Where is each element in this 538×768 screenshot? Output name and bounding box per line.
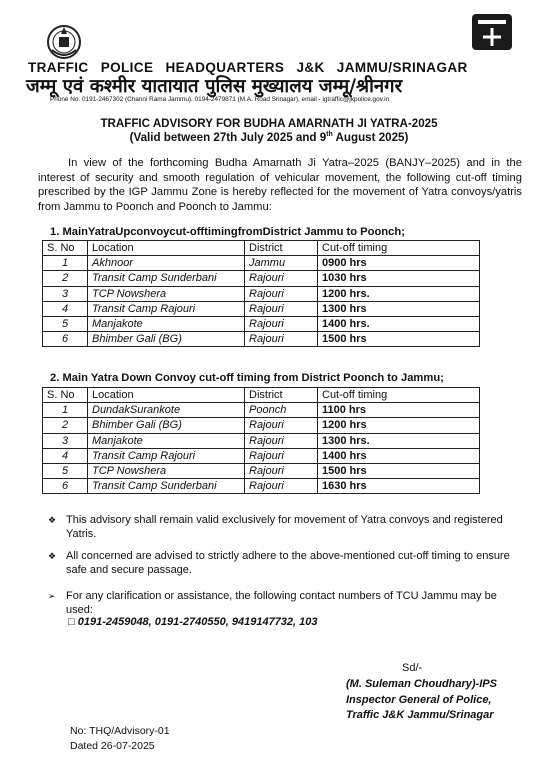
note-adherence: ❖ All concerned are advised to strictly adhere to the above-mentioned cut-off timing to ensure safe and secure passage. — [48, 550, 510, 577]
col-cutoff: Cut-off timing — [318, 241, 480, 256]
col-district: District — [245, 241, 318, 256]
signatory-office: Traffic J&K Jammu/Srinagar — [346, 709, 494, 721]
intro-paragraph: In view of the forthcoming Budha Amarnath Ji Yatra–2025 (BANJY–2025) and in the interest of security and smooth regulation of vehicular movement, the following cut-off timing prescribed by the IGP Jammu Zone is hereby reflected for the movement of Yatra convoys/yatris from Jammu to Poonch and Poonch to Jammu: — [38, 157, 522, 213]
advisory-title: TRAFFIC ADVISORY FOR BUDHA AMARNATH JI YATRA-2025 — [100, 117, 438, 130]
col-cutoff: Cut-off timing — [318, 388, 480, 403]
signature-sd: Sd/- — [402, 662, 423, 674]
contact-line: Phone No. 0191-2467302 (Channi Rama Jammu), 0194-2479871 (M.A. Road Srinagar), email - igtraffic@jkpolice.gov.in — [50, 96, 390, 103]
reference-date: Dated 26-07-2025 — [70, 740, 155, 752]
table-row: 5 Manjakote Rajouri 1400 hrs. — [43, 316, 480, 331]
table-row: 4 Transit Camp Rajouri Rajouri 1300 hrs — [43, 301, 480, 316]
police-emblem-icon — [44, 22, 84, 62]
note-validity: ❖ This advisory shall remain valid exclusively for movement of Yatra convoys and registered Yatris. — [48, 514, 503, 541]
col-location: Location — [88, 388, 245, 403]
diamond-bullet-icon: ❖ — [48, 515, 57, 525]
validity-period: (Valid between 27th July 2025 and 9th August 2025) — [129, 131, 409, 144]
signatory-name: (M. Suleman Choudhary)-IPS — [346, 678, 497, 690]
table-row: 6 Transit Camp Sunderbani Rajouri 1630 hrs — [43, 479, 480, 494]
traffic-police-badge-icon — [466, 12, 518, 52]
table-row: 4 Transit Camp Rajouri Rajouri 1400 hrs — [43, 448, 480, 463]
diamond-bullet-icon: ❖ — [48, 551, 57, 561]
table-row: 1 DundakSurankote Poonch 1100 hrs — [43, 403, 480, 418]
office-name-hindi: जम्मू एवं कश्मीर यातायात पुलिस मुख्यालय जम्मू/श्रीनगर — [26, 76, 403, 97]
signatory-rank: Inspector General of Police, — [346, 694, 492, 706]
table-row: 1 Akhnoor Jammu 0900 hrs — [43, 256, 480, 271]
office-name-english: TRAFFIC POLICE HEADQUARTERS J&K JAMMU/SRINAGAR — [28, 60, 468, 75]
down-convoy-table — [42, 387, 480, 494]
table-row: 5 TCP Nowshera Rajouri 1500 hrs — [43, 463, 480, 478]
contact-numbers: □ 0191-2459048, 0191-2740550, 9419147732, 103 — [68, 616, 318, 628]
table-row: 2 Bhimber Gali (BG) Rajouri 1200 hrs — [43, 418, 480, 433]
col-sno: S. No — [43, 388, 88, 403]
col-district: District — [245, 388, 318, 403]
col-location: Location — [88, 241, 245, 256]
checkbox-bullet-icon: □ — [68, 616, 75, 628]
table-row: 3 TCP Nowshera Rajouri 1200 hrs. — [43, 286, 480, 301]
table-row: 2 Transit Camp Sunderbani Rajouri 1030 hrs — [43, 271, 480, 286]
section-1-heading: 1. MainYatraUpconvoycut-offtimingfromDistrict Jammu to Poonch; — [50, 226, 405, 238]
table-header-row — [43, 241, 480, 256]
arrow-bullet-icon: ➢ — [48, 591, 56, 601]
note-contact: ➢ For any clarification or assistance, the following contact numbers of TCU Jammu may be used: — [48, 590, 497, 617]
reference-number: No: THQ/Advisory-01 — [70, 725, 170, 737]
up-convoy-table — [42, 240, 480, 347]
col-sno: S. No — [43, 241, 88, 256]
section-2-heading: 2. Main Yatra Down Convoy cut-off timing from District Poonch to Jammu; — [50, 372, 444, 384]
table-row: 3 Manjakote Rajouri 1300 hrs. — [43, 433, 480, 448]
table-header-row — [43, 388, 480, 403]
table-row: 6 Bhimber Gali (BG) Rajouri 1500 hrs — [43, 332, 480, 347]
